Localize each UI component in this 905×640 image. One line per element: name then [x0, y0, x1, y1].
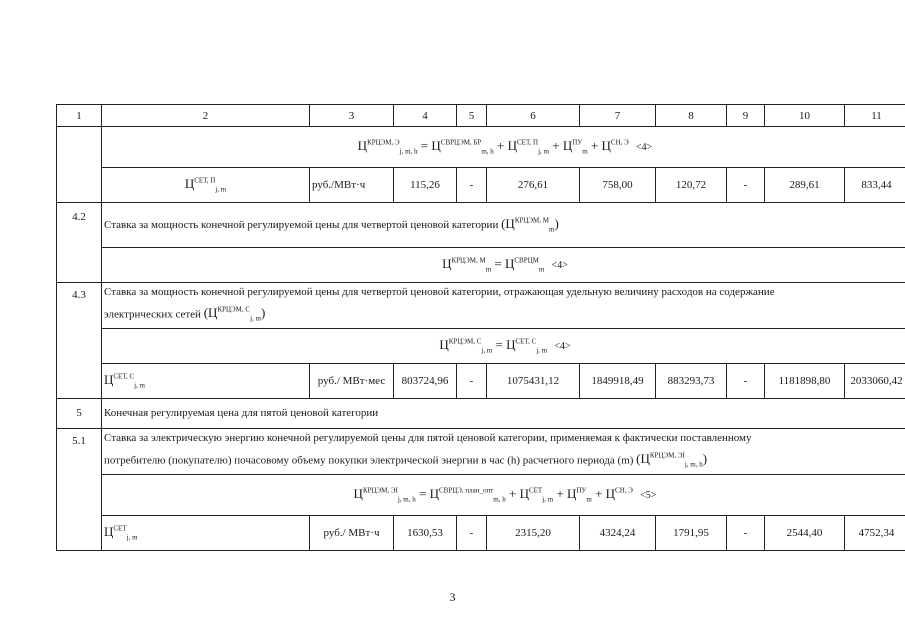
value-cell: 2033060,42 [845, 363, 905, 398]
row-number-empty [57, 127, 102, 203]
value-cell: 115,26 [394, 168, 457, 203]
header-cell: 5 [457, 105, 487, 127]
header-row [57, 105, 905, 127]
value-cell: - [457, 168, 487, 203]
header-cell: 3 [310, 105, 394, 127]
header-cell: 4 [394, 105, 457, 127]
header-cell: 1 [57, 105, 102, 127]
section-4-2-row [57, 203, 905, 248]
row-number: 4.2 [57, 203, 102, 283]
page-number: 3 [449, 590, 456, 604]
symbol-cell: $Ц^{СЕТ, С}_{j, m}$ [102, 363, 310, 398]
data-row-set [57, 515, 905, 550]
section-5-1-text: Ставка за электрическую энергию конечной регулируемой цены для пятой ценовой категории, применяемая к фактически поставленному потребителю (покупателю) почасовому объему покупки электрической энергии в час (h) расчетного периода (m) $(Ц^{КРЦЭМ, ЭI}_{j, m, h})$ [102, 428, 905, 474]
value-cell: 833,44 [845, 168, 905, 203]
section-4-3-text: Ставка за мощность конечной регулируемой цены для четвертой ценовой категории, отражающая удельную величину расходов на содержание электрических сетей $(Ц^{КРЦЭМ, С}_{j, m})$ [102, 283, 905, 329]
formula-1: $Ц^{КРЦЭМ, Э}_{j, m, h} = Ц^{СВРЦЭМ, БР}_{m, h} + Ц^{СЕТ, П}_{j, m} + Ц^{ПУ}_m + Ц^{СН, Э} <4>$ [102, 127, 905, 168]
formula-row-1 [57, 127, 905, 168]
row-number: 4.3 [57, 283, 102, 399]
row-number: 5.1 [57, 428, 102, 550]
data-row-set-p [57, 168, 905, 203]
value-cell: 883293,73 [656, 363, 727, 398]
value-cell: 1181898,80 [765, 363, 845, 398]
data-row-set-c [57, 363, 905, 398]
formula-4: $Ц^{КРЦЭМ, ЭI}_{j, m, h} = Ц^{СВРЦЭ, план\_опт}_{m, h} + Ц^{СЕТ}_{j, m} + Ц^{ПУ}_m + Ц^{СН, Э} <5>$ [102, 474, 905, 515]
value-cell: 1791,95 [656, 515, 727, 550]
value-cell: 758,00 [580, 168, 656, 203]
section-5-text: Конечная регулируемая цена для пятой ценовой категории [102, 398, 905, 428]
unit-cell: руб./ МВт·мес [310, 363, 394, 398]
symbol-cell: $Ц^{СЕТ}_{j, m}$ [102, 515, 310, 550]
unit-cell: руб./МВт·ч [310, 168, 394, 203]
value-cell: 1849918,49 [580, 363, 656, 398]
header-cell: 9 [727, 105, 765, 127]
formula-3: $Ц^{КРЦЭМ, С}_{j, m} = Ц^{СЕТ, С}_{j, m} <4>$ [102, 328, 905, 363]
value-cell: - [457, 515, 487, 550]
formula-row-3 [57, 328, 905, 363]
value-cell: 120,72 [656, 168, 727, 203]
section-5-1-row [57, 428, 905, 474]
header-cell: 8 [656, 105, 727, 127]
header-cell: 11 [845, 105, 905, 127]
header-cell: 6 [487, 105, 580, 127]
value-cell: 4324,24 [580, 515, 656, 550]
value-cell: 803724,96 [394, 363, 457, 398]
formula-row-2 [57, 248, 905, 283]
header-cell: 10 [765, 105, 845, 127]
row-number: 5 [57, 398, 102, 428]
unit-cell: руб./ МВт·ч [310, 515, 394, 550]
value-cell: 4752,34 [845, 515, 905, 550]
value-cell: 1630,53 [394, 515, 457, 550]
formula-row-4 [57, 474, 905, 515]
value-cell: 1075431,12 [487, 363, 580, 398]
value-cell: 2544,40 [765, 515, 845, 550]
header-cell: 2 [102, 105, 310, 127]
header-cell: 7 [580, 105, 656, 127]
section-4-3-row [57, 283, 905, 329]
value-cell: 289,61 [765, 168, 845, 203]
section-5-row [57, 398, 905, 428]
symbol-cell: $Ц^{СЕТ, П}_{j, m}$ [102, 168, 310, 203]
formula-2: $Ц^{КРЦЭМ, М}_m = Ц^{СВРЦМ}_m <4>$ [102, 248, 905, 283]
value-cell: - [727, 168, 765, 203]
value-cell: - [727, 515, 765, 550]
value-cell: 2315,20 [487, 515, 580, 550]
value-cell: 276,61 [487, 168, 580, 203]
value-cell: - [727, 363, 765, 398]
section-4-2-text: Ставка за мощность конечной регулируемой цены для четвертой ценовой категории $(Ц^{КРЦЭМ, М}_m)$ [102, 203, 905, 248]
tariff-table [56, 104, 905, 551]
value-cell: - [457, 363, 487, 398]
